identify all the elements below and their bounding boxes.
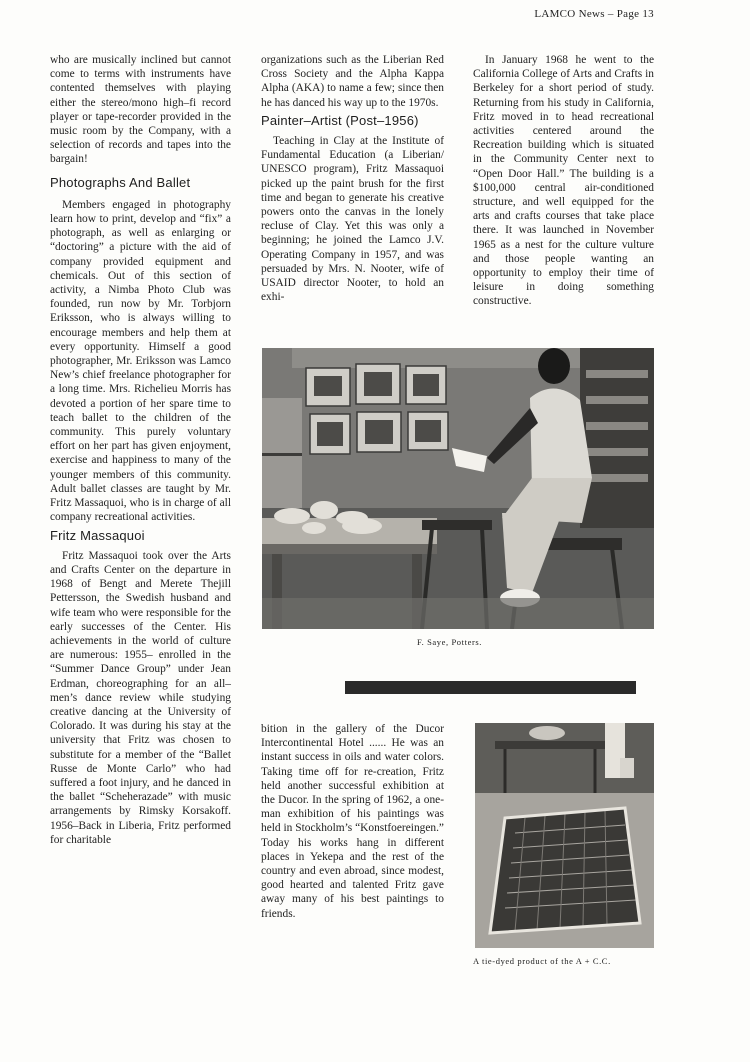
column-1 — [50, 53, 231, 847]
heading-photographs-ballet: Photographs And Ballet — [50, 174, 191, 190]
photo-ballet-paragraph: Members engaged in photography learn how to print, develop and “fix” a photograph, as well as enlarging or “doctoring” a picture with the aid of company provided equipment and chemicals. Out of this section of activity, a Nimba Photo Club was founded, run now by Mr. Torbjorn Eriksson, who is always willing to encourage members and help them at every opportunity. Himself a good photographer, Mr. Eriksson was Lamco New’s chief freelance photographer for a long time. Mrs. Richelieu Morris has devoted a portion of her spare time to teach ballet to the children of the community. This purely voluntary effort on her part has given enjoyment, exercise and happiness to many of the younger members of this community. Adult ballet classes are taught by Mr. Fritz Massaquoi, who is in charge of all company recreational activities. — [50, 198, 231, 524]
divider-bar — [345, 681, 636, 694]
column-3 — [473, 53, 654, 340]
tie-dye-photo — [475, 723, 654, 948]
fritz-paragraph: Fritz Massaquoi took over the Arts and Crafts Center on the departure in 1968 of Bengt and Merete Thejill Pettersson, the Swedish husband and wife team who were responsible for the early successes of the Center. His achievements in the world of culture are numerous: 1955– enrolled in the “Summer Dance Group” under Jean Erdman, choreographing for an all–men’s dance review while studying creative dancing at the University of Colorado. It was during his stay at the university that Fritz was chosen to substitute for a member of the “Ballet Russe de Monte Carlo” who had suffered a foot injury, and he danced in the ballet “Scheherazade” with music arrangements by Rimsky Korsakoff. 1956–Back in Liberia, Fritz performed for charitable — [50, 549, 231, 846]
tie-dye-photo-image — [475, 723, 654, 948]
heading-fritz-massaquoi: Fritz Massaquoi — [50, 527, 145, 543]
col3-paragraph: In January 1968 he went to the California College of Arts and Crafts in Berkeley for a short period of study. Returning from his study in California, Fritz moved in to head recreational activities centered around the Recreation building which is situated in the Community Center next to “Open Door Hall.” The building is a $100,000 central air-conditioned structure, and well equipped for the arts and crafts courses that take place there. It was launched in November 1965 as a nest for the culture vulture and those people wanting an opportunity to employ their time of leisure in doing something constructive. — [473, 54, 654, 308]
potter-photo-image — [262, 348, 654, 629]
tie-dye-photo-caption: A tie-dyed product of the A + C.C. — [473, 956, 611, 966]
col2-intro: organizations such as the Liberian Red Cross Society and the Alpha Kappa Alpha (AKA) to name a few; since then he has danced his way up to the 1970s. — [261, 54, 444, 109]
running-head: LAMCO News – Page 13 — [534, 8, 654, 20]
column-4 — [261, 722, 444, 921]
column-2 — [261, 53, 444, 337]
potter-photo-caption: F. Saye, Potters. — [417, 637, 483, 647]
col4-paragraph: bition in the gallery of the Ducor Intercontinental Hotel ...... He was an instant success in oils and water colors. Taking time off for re-creation, Fritz held another successful exhibition at the Ducor. In the spring of 1962, a one-man exhibition of his paintings was held in Stockholm’s “Konstfoereingen.” Today his works hang in different places in Yekepa and the rest of the country and even abroad, since modest, good hearted and talented Fritz gave away many of his best paintings to friends. — [261, 723, 444, 920]
col1-intro: who are musically inclined but cannot come to terms with instruments have contented themselves with playing either the stereo/mono high–fi record player or tape-recorder provided in the music room by the Company, with a selection of records and tapes into the bargain! — [50, 54, 231, 166]
potter-photo — [262, 348, 654, 629]
painter-paragraph: Teaching in Clay at the Institute of Fundamental Education (a Liberian/ UNESCO program), Fritz Massaquoi picked up the paint brush for the first time and began to generate his creative powers onto the canvas in the lonely recluse of Clay. Yet this was only a beginning; he joined the Lamco J.V. Operating Company in 1957, and was persuaded by Mrs. N. Nooter, wife of USAID director Nooter, to hold an exhi- — [261, 135, 444, 304]
heading-painter-artist: Painter–Artist (Post–1956) — [261, 112, 419, 128]
